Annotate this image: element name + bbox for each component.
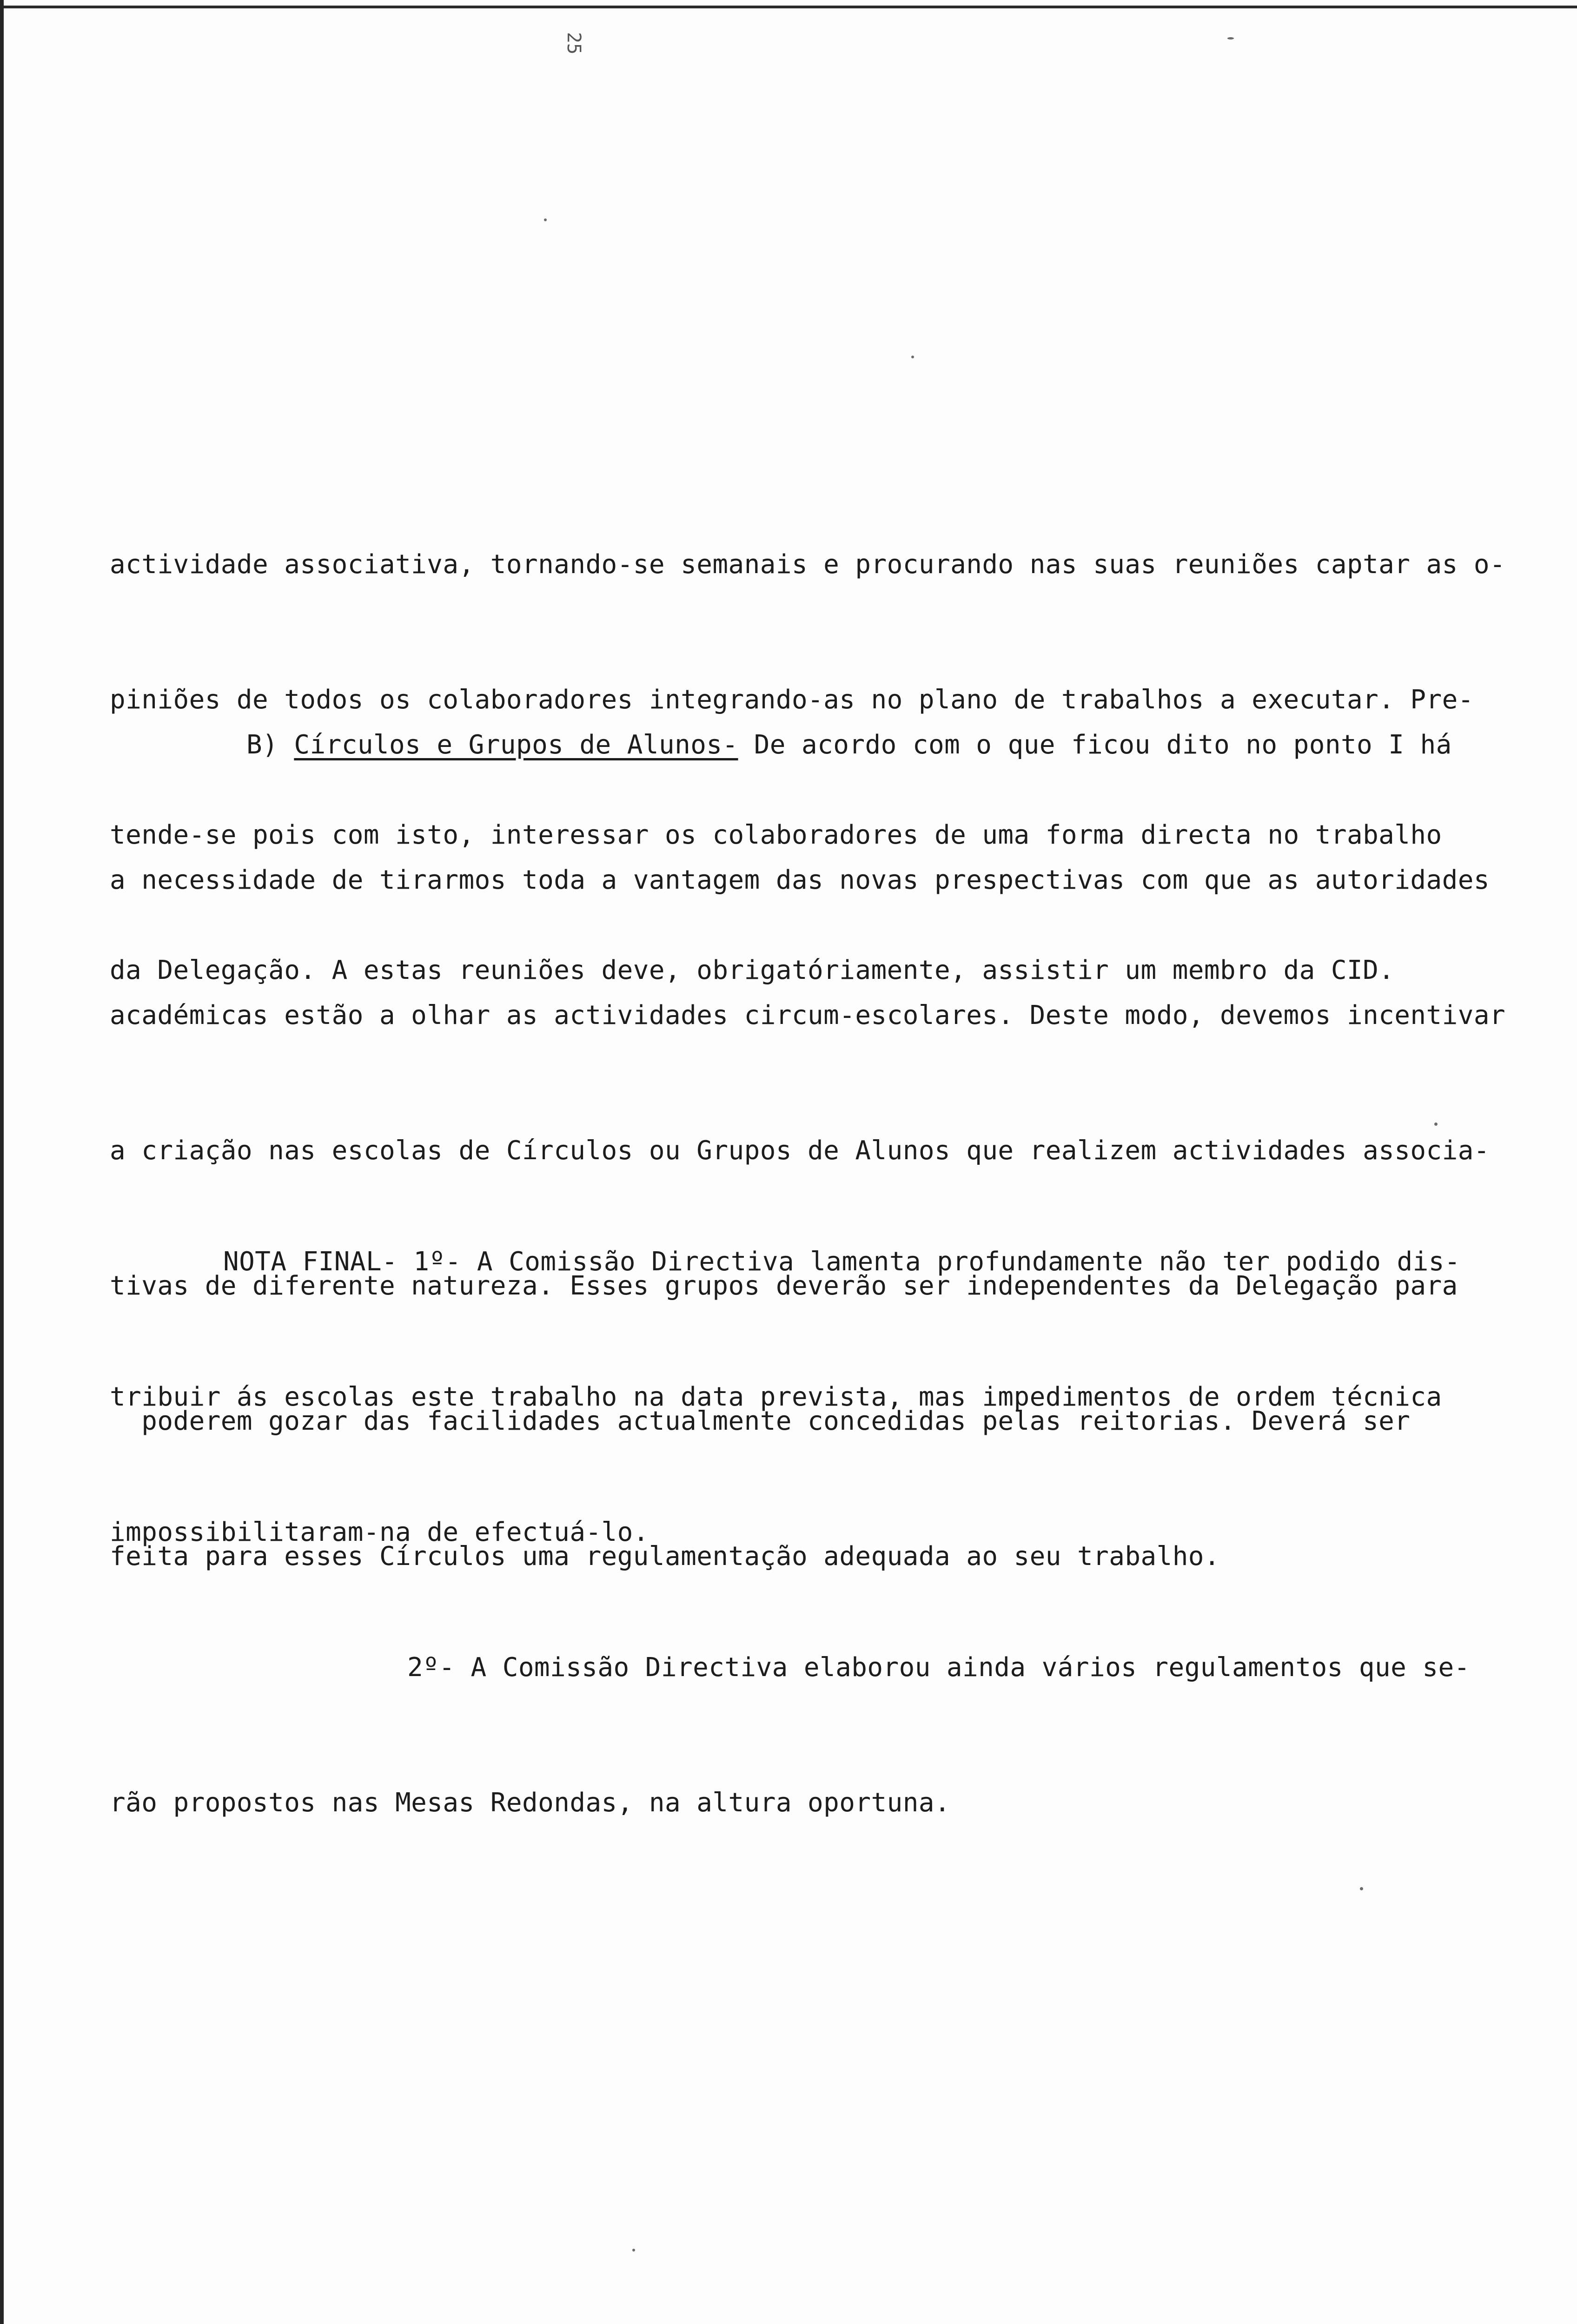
paragraph-line: impossibilitaram-na de efectuá-lo.: [110, 1517, 649, 1547]
page-top-edge: [0, 6, 1577, 8]
scan-speck: [544, 218, 547, 221]
paragraph-line: académicas estão a olhar as actividades circum-escolares. Deste modo, devemos incentivar: [110, 1000, 1506, 1030]
final-note-item-2-line: [110, 1645, 1470, 1690]
paragraph-line: actividade associativa, tornando-se semanais e procurando nas suas reuniões captar as o-: [110, 549, 1506, 580]
scan-speck: [1227, 37, 1234, 40]
paragraph-line: piniões de todos os colaboradores integrando-as no plano de trabalhos a executar. Pre-: [110, 685, 1474, 715]
paragraph-line: da Delegação. A estas reuniões deve, obrigatóriamente, assistir um membro da CID.: [110, 955, 1395, 985]
final-note-item-1-number: 1º-: [413, 1247, 461, 1277]
paragraph-line: tivas de diferente natureza. Esses grupos deverão ser independentes da Delegação para: [110, 1271, 1458, 1301]
scan-speck: [911, 356, 914, 358]
section-b-prefix: B): [246, 730, 294, 760]
paragraph-line: tribuir ás escolas este trabalho na data prevista, mas impedimentos de ordem técnica: [110, 1382, 1442, 1412]
final-note-item-2-number: 2º-: [407, 1652, 455, 1683]
final-note-item-2-text: A Comissão Directiva elaborou ainda vários regulamentos que se-: [455, 1652, 1470, 1683]
scan-speck: [632, 2249, 635, 2251]
paragraph-line: a criação nas escolas de Círculos ou Grupos de Alunos que realizem actividades associa-: [110, 1136, 1490, 1166]
page-left-edge: [0, 0, 4, 2324]
section-b-title: Círculos e Grupos de Alunos-: [294, 730, 738, 760]
final-note-label: NOTA FINAL-: [223, 1247, 398, 1277]
paragraph-line: tende-se pois com isto, interessar os colaboradores de uma forma directa no trabalho: [110, 820, 1442, 850]
final-note-item-1-text: A Comissão Directiva lamenta profundamente não ter podido dis-: [461, 1247, 1460, 1277]
section-b-first-line-rest: De acordo com o que ficou dito no ponto I há: [738, 730, 1452, 760]
paragraph-line: a necessidade de tirarmos toda a vantagem das novas prespectivas com que as autoridades: [110, 865, 1490, 895]
paragraph-line: feita para esses Círculos uma regulamentação adequada ao seu trabalho.: [110, 1541, 1220, 1571]
page-number: 25: [563, 32, 585, 55]
section-b-first-line: [110, 722, 1505, 767]
paragraph-line: poderem gozar das facilidades actualmente concedidas pelas reitorias. Deverá ser: [110, 1406, 1411, 1436]
paragraph-line: rão propostos nas Mesas Redondas, na altura oportuna.: [110, 1788, 951, 1818]
final-note-first-line: [110, 1239, 1470, 1284]
final-note: [110, 1149, 1470, 1915]
